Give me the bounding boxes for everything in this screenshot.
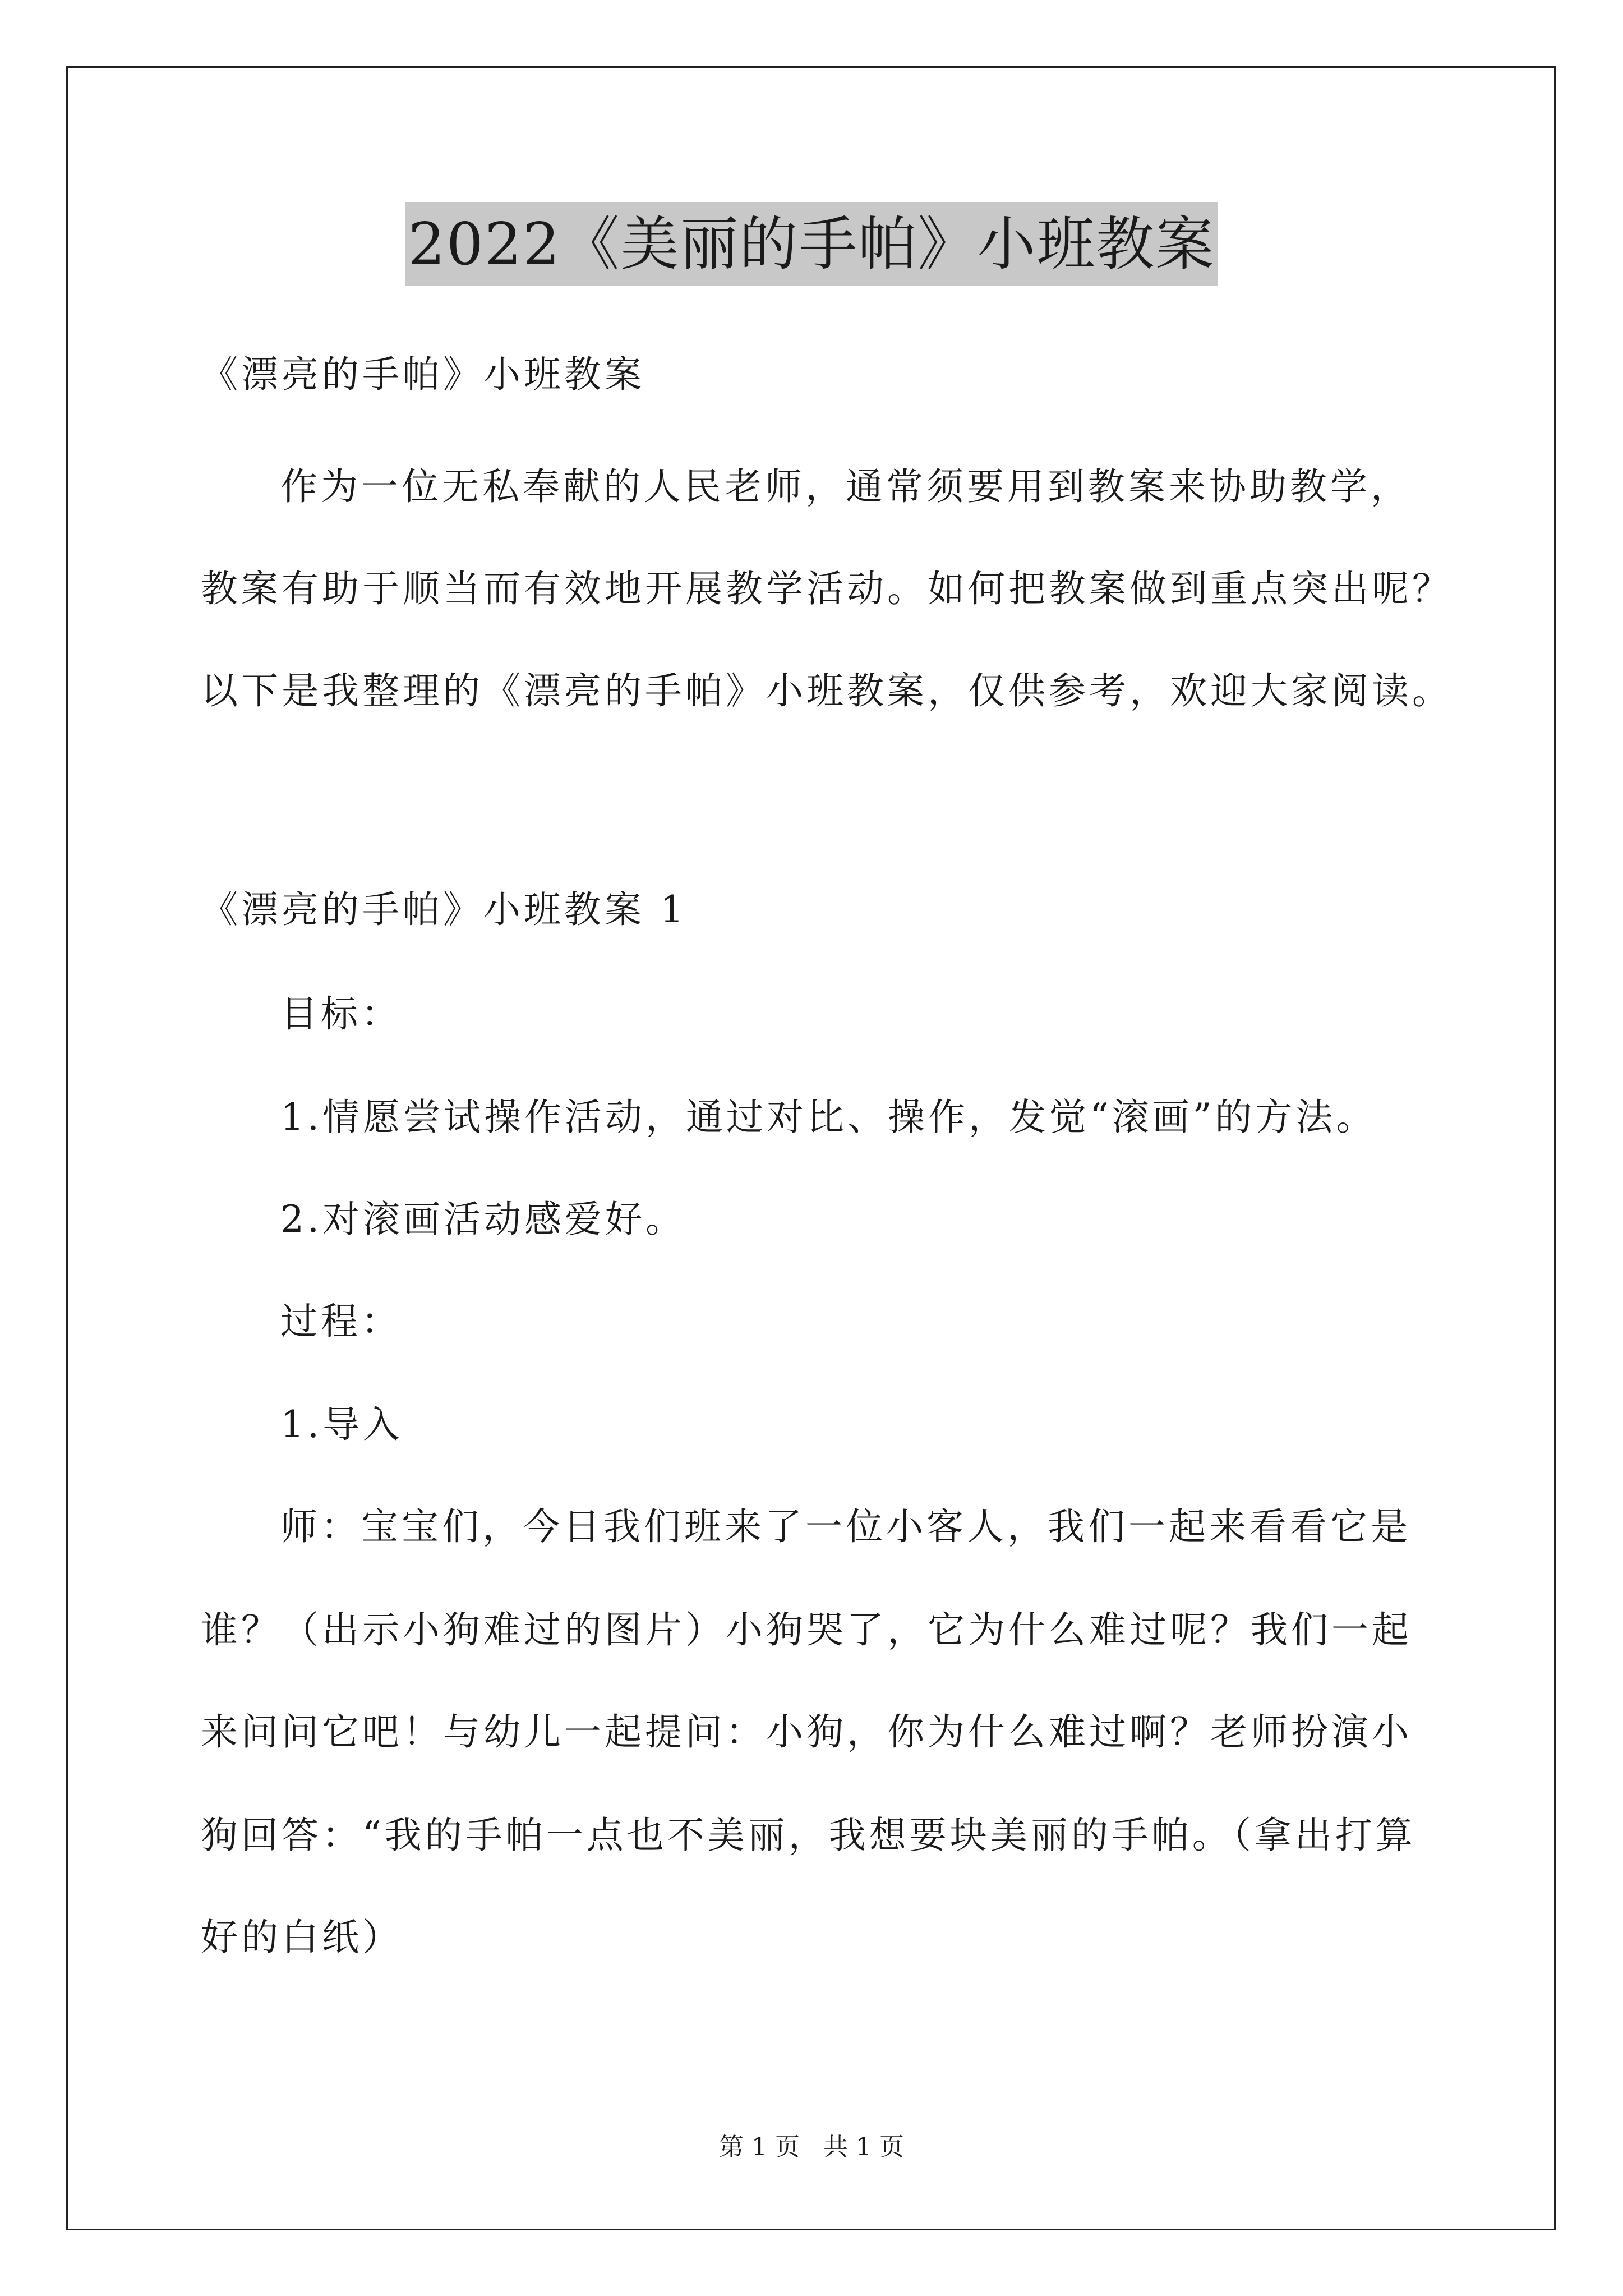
paragraph-line: 目标： [280, 992, 402, 1036]
paragraph-line: 教案有助于顺当而有效地开展教学活动。如何把教案做到重点突出呢？ [201, 567, 1453, 610]
paragraph-line: 过程： [280, 1300, 402, 1343]
paragraph-line: 狗回答：“我的手帕一点也不美丽，我想要块美丽的手帕。（拿出打算 [201, 1814, 1416, 1857]
paragraph-line: 来问问它吧！与幼儿一起提问：小狗，你为什么难过啊？老师扮演小 [201, 1710, 1412, 1754]
paragraph-line: 好的白纸） [201, 1916, 403, 1959]
paragraph-line: 2.对滚画活动感爱好。 [280, 1198, 686, 1241]
paragraph-line: 谁？（出示小狗难过的图片）小狗哭了，它为什么难过呢？我们一起 [201, 1608, 1412, 1651]
page-total: 共 1 页 [823, 2133, 904, 2161]
paragraph-line: 师：宝宝们，今日我们班来了一位小客人，我们一起来看看它是 [280, 1505, 1411, 1548]
section-heading: 《漂亮的手帕》小班教案 1 [201, 888, 687, 931]
title-container [0, 202, 1623, 286]
paragraph-line: 作为一位无私奉献的人民老师，通常须要用到教案来协助教学， [280, 465, 1411, 508]
paragraph-line: 1.导入 [280, 1403, 403, 1446]
page-number: 第 1 页 [719, 2133, 800, 2161]
paragraph-line: 以下是我整理的《漂亮的手帕》小班教案，仅供参考，欢迎大家阅读。 [201, 669, 1453, 712]
subtitle-line: 《漂亮的手帕》小班教案 [201, 353, 645, 396]
paragraph-line: 1.情愿尝试操作活动，通过对比、操作，发觉“滚画”的方法。 [280, 1096, 1377, 1139]
page-footer [0, 2131, 1623, 2164]
document-title: 2022《美丽的手帕》小班教案 [405, 202, 1219, 286]
